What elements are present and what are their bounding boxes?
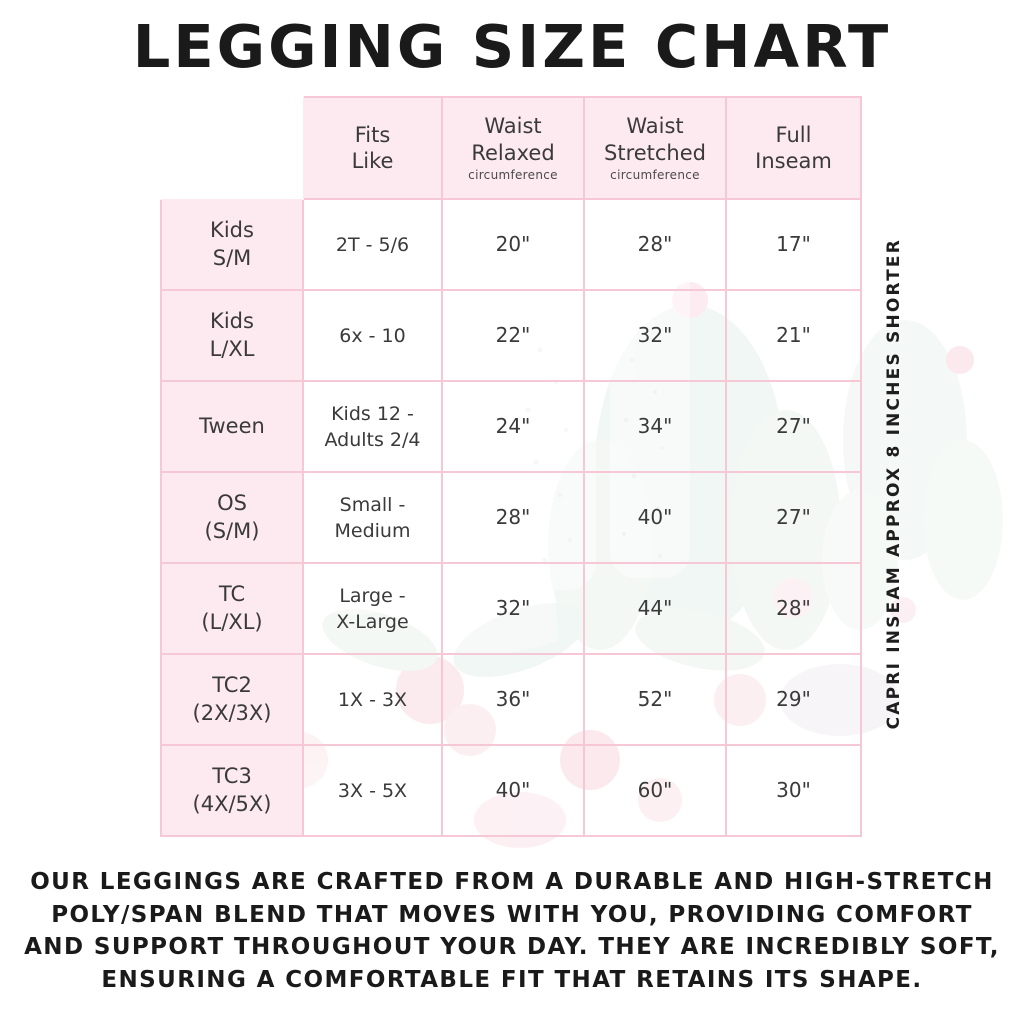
table-row <box>161 199 861 290</box>
cell-waist-relaxed: 22" <box>442 290 584 381</box>
table-header-row <box>161 97 861 199</box>
cell-waist-relaxed: 20" <box>442 199 584 290</box>
header-subtext: circumference <box>610 167 700 182</box>
row-label-size <box>161 563 303 654</box>
fits-like-line1: 6x - 10 <box>339 324 406 347</box>
footer-line-2: POLY/SPAN BLEND THAT MOVES WITH YOU, PROVIDING COMFORT <box>51 901 973 928</box>
footer-line-1: OUR LEGGINGS ARE CRAFTED FROM A DURABLE AND HIGH-STRETCH <box>30 869 994 895</box>
fits-like-line1: Kids 12 - <box>331 402 414 425</box>
fits-like-line2: X-Large <box>336 610 409 633</box>
fits-like-line1: Large - <box>339 584 406 607</box>
fits-like-line1: 3X - 5X <box>337 779 408 802</box>
capri-inseam-note: CAPRI INSEAM APPROX 8 INCHES SHORTER <box>884 238 904 730</box>
cell-waist-stretched: 28" <box>584 199 726 290</box>
cell-waist-relaxed: 40" <box>442 745 584 836</box>
cell-waist-stretched: 40" <box>584 472 726 563</box>
header-line2: Stretched <box>604 140 706 165</box>
row-label-size <box>161 381 303 472</box>
header-subtext: circumference <box>468 167 558 182</box>
column-header-fits-like <box>303 97 442 199</box>
page-title: LEGGING SIZE CHART <box>132 12 892 81</box>
size-line2: (S/M) <box>204 518 260 543</box>
fits-like-line2: Adults 2/4 <box>324 428 421 451</box>
header-line1: Fits <box>354 122 391 147</box>
table-row <box>161 381 861 472</box>
size-line2: (L/XL) <box>201 609 263 634</box>
size-line1: Kids <box>210 309 254 334</box>
cell-waist-relaxed: 32" <box>442 563 584 654</box>
row-label-size <box>161 290 303 381</box>
row-label-size <box>161 472 303 563</box>
cell-fits-like <box>303 472 442 563</box>
row-label-size <box>161 745 303 836</box>
table-row <box>161 563 861 654</box>
cell-waist-stretched: 60" <box>584 745 726 836</box>
cell-fits-like <box>303 199 442 290</box>
fits-like-line1: 1X - 3X <box>337 688 408 711</box>
size-line1: TC3 <box>212 764 252 789</box>
cell-full-inseam: 28" <box>726 563 861 654</box>
cell-full-inseam: 21" <box>726 290 861 381</box>
header-line1: Waist <box>626 114 684 139</box>
column-header-full-inseam <box>726 97 861 199</box>
footer-line-3: AND SUPPORT THROUGHOUT YOUR DAY. THEY ARE INCREDIBLY SOFT, <box>24 934 1000 961</box>
table-row <box>161 745 861 836</box>
cell-waist-stretched: 34" <box>584 381 726 472</box>
cell-fits-like <box>303 563 442 654</box>
cell-full-inseam: 27" <box>726 472 861 563</box>
header-line2: Inseam <box>755 149 832 173</box>
row-label-size <box>161 199 303 290</box>
fits-like-line2: Medium <box>334 519 411 542</box>
cell-full-inseam: 29" <box>726 654 861 745</box>
cell-fits-like <box>303 745 442 836</box>
size-line1: OS <box>217 491 247 516</box>
cell-fits-like <box>303 381 442 472</box>
cell-full-inseam: 27" <box>726 381 861 472</box>
cell-waist-stretched: 32" <box>584 290 726 381</box>
cell-waist-relaxed: 28" <box>442 472 584 563</box>
size-line2: S/M <box>212 245 252 270</box>
cell-fits-like <box>303 290 442 381</box>
cell-waist-relaxed: 36" <box>442 654 584 745</box>
row-label-size <box>161 654 303 745</box>
size-line2: (4X/5X) <box>192 791 272 816</box>
table-row <box>161 472 861 563</box>
table-row <box>161 290 861 381</box>
cell-full-inseam: 17" <box>726 199 861 290</box>
fits-like-line1: Small - <box>339 493 406 516</box>
size-line1: Tween <box>199 413 265 438</box>
column-header-waist-stretched <box>584 97 726 199</box>
size-line1: Kids <box>210 218 254 243</box>
header-line1: Waist <box>484 114 542 139</box>
cell-waist-stretched: 44" <box>584 563 726 654</box>
size-chart-table-wrap <box>160 96 860 837</box>
column-header-waist-relaxed <box>442 97 584 199</box>
fits-like-line1: 2T - 5/6 <box>335 233 410 256</box>
size-line1: TC <box>218 582 246 607</box>
size-line1: TC2 <box>212 673 252 698</box>
size-chart-table <box>160 96 862 837</box>
cell-fits-like <box>303 654 442 745</box>
size-line2: (2X/3X) <box>192 700 272 725</box>
footer-description <box>0 866 1024 997</box>
cell-full-inseam: 30" <box>726 745 861 836</box>
header-line2: Relaxed <box>471 140 555 165</box>
header-line2: Like <box>351 149 394 173</box>
size-line2: L/XL <box>209 336 255 361</box>
cell-waist-relaxed: 24" <box>442 381 584 472</box>
cell-waist-stretched: 52" <box>584 654 726 745</box>
table-corner-cell <box>161 97 303 199</box>
header-line1: Full <box>775 122 812 147</box>
table-row <box>161 654 861 745</box>
footer-line-4: ENSURING A COMFORTABLE FIT THAT RETAINS ITS SHAPE. <box>101 966 923 993</box>
